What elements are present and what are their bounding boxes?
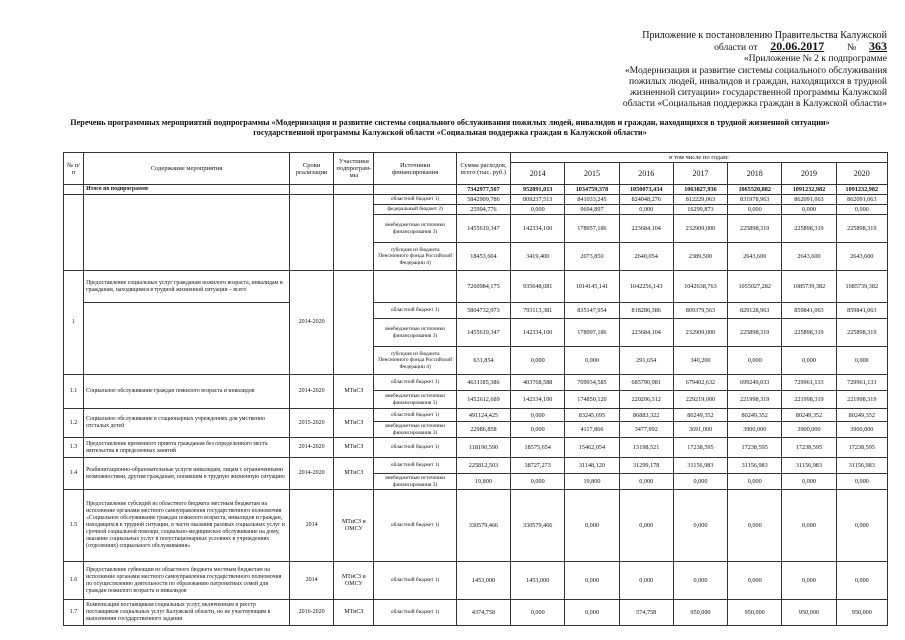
cell-year-value: 1065520,882 (728, 185, 782, 195)
table-body (64, 185, 888, 626)
cell-year-value: 1085739,382 (836, 271, 887, 303)
cell-year-value: 1063827,936 (673, 185, 727, 195)
cell-year-value: 685790,981 (619, 375, 673, 391)
cell-year-value: 729961,133 (836, 375, 887, 391)
cell-source: областной бюджет 1) (374, 600, 456, 626)
cell-year-value: 0,000 (728, 562, 782, 600)
cell-num: 1.2 (64, 409, 84, 438)
cell-year-value: 1034759,378 (565, 185, 619, 195)
col-header-by-years: в том числе по годам: (511, 153, 888, 163)
cell-year-value: 174850,120 (565, 391, 619, 409)
cell-term: 2014-2020 (290, 458, 334, 490)
table-row (64, 195, 888, 205)
cell-year-value: 835147,954 (565, 303, 619, 319)
cell-year-value: 17238,595 (673, 438, 727, 458)
cell-total: 4631185,386 (456, 375, 510, 391)
cell-year-value: 142334,100 (511, 391, 565, 409)
cell-year-value: 223684,104 (619, 319, 673, 347)
cell-year-value: 950,000 (836, 600, 887, 626)
cell-year-value: 0,000 (565, 600, 619, 626)
cell-year-value: 80249,352 (673, 409, 727, 422)
cell-num: 1.3 (64, 438, 84, 458)
cell-year-value: 0,000 (565, 490, 619, 562)
cell-source: внебюджетные источники финансирования 3) (374, 391, 456, 409)
cell-year-value: 2643,600 (782, 243, 836, 271)
cell-year-value: 291,654 (619, 347, 673, 375)
cell-source: областной бюджет 1) (374, 303, 456, 319)
cell-year-value: 221998,319 (782, 391, 836, 409)
col-header-num: № п/п (64, 153, 84, 185)
cell-participant (334, 195, 374, 271)
table-row (64, 375, 888, 391)
cell-total: 1455619,347 (456, 319, 510, 347)
cell-year-value: 1085739,382 (782, 271, 836, 303)
cell-year-value: 340,200 (673, 347, 727, 375)
cell-year-value: 0,000 (836, 490, 887, 562)
cell-year-value: 2643,600 (728, 243, 782, 271)
cell-term: 2014-2020 (290, 375, 334, 409)
cell-year-value: 223684,104 (619, 215, 673, 243)
cell-year-value: 0,000 (511, 600, 565, 626)
cell-year-value: 142334,100 (511, 319, 565, 347)
cell-year-value: 31148,120 (565, 458, 619, 474)
cell-total: 1455619,347 (456, 215, 510, 243)
cell-name: Компенсация поставщикам социальных услуг, включенным в реестр поставщиков социальных услуг Калужской области, но не участвующим в выполнении государственного задания (84, 600, 290, 626)
cell-total: 4374,758 (456, 600, 510, 626)
cell-year-value: 0,000 (673, 474, 727, 490)
header-line-6: жизненной ситуации» государственной программы Калужской (630, 87, 887, 99)
cell-year-value: 19,800 (565, 474, 619, 490)
cell-year-value: 2643,600 (836, 243, 887, 271)
cell-year-value: 709934,585 (565, 375, 619, 391)
cell-year-value: 0,000 (511, 347, 565, 375)
cell-total: 5842909,786 (456, 195, 510, 205)
cell-year-value: 3477,992 (619, 422, 673, 438)
cell-year-value: 80249,352 (728, 409, 782, 422)
cell-source: субсидия из бюджета Пенсионного фонда Российской Федерации 4) (374, 243, 456, 271)
cell-term: 2016-2020 (290, 600, 334, 626)
cell-year-value: 862091,063 (782, 195, 836, 205)
cell-total: 7260984,175 (456, 271, 510, 303)
cell-term: 2014 (290, 562, 334, 600)
cell-total: 22986,858 (456, 422, 510, 438)
cell-year-value: 0,000 (782, 562, 836, 600)
col-header-year: 2014 (511, 163, 565, 185)
cell-participant (334, 271, 374, 375)
col-header-year: 2018 (728, 163, 782, 185)
cell-source: областной бюджет 1) (374, 195, 456, 205)
cell-source: областной бюджет 1) (374, 562, 456, 600)
cell-year-value: 18575,654 (511, 438, 565, 458)
cell-year-value: 859841,063 (836, 303, 887, 319)
cell-year-value: 0,000 (511, 205, 565, 215)
cell-name: Социальное обслуживание граждан пожилого возраста и инвалидов (84, 375, 290, 409)
col-header-total: Сумма расходов, всего (тыс. руб.) (456, 153, 510, 185)
cell-year-value: 0,000 (619, 490, 673, 562)
cell-year-value: 0,000 (673, 490, 727, 562)
table-row (64, 409, 888, 422)
cell-total: 118190,590 (456, 438, 510, 458)
cell-name: Предоставление временного приюта гражданам без определенного места жительства в определенных занятий (84, 438, 290, 458)
header-line-1: Приложение к постановлению Правительства Калужской (642, 30, 887, 41)
cell-term (290, 185, 334, 195)
cell-name: Социальное обслуживание в стационарных учреждениях для умственно отсталых детей (84, 409, 290, 438)
cell-year-value: 3900,000 (782, 422, 836, 438)
cell-num: 1 (64, 271, 84, 375)
cell-year-value: 950,000 (782, 600, 836, 626)
cell-name (84, 303, 290, 375)
cell-year-value: 862091,063 (836, 195, 887, 205)
cell-year-value: 1091232,982 (782, 185, 836, 195)
cell-source: субсидия из бюджета Пенсионного фонда Российской Федерации 4) (374, 347, 456, 375)
cell-year-value: 1042256,143 (619, 271, 673, 303)
cell-year-value: 229219,000 (673, 391, 727, 409)
cell-source: внебюджетные источники финансирования 3) (374, 319, 456, 347)
cell-year-value: 1014145,141 (565, 271, 619, 303)
cell-year-value: 1055027,282 (728, 271, 782, 303)
cell-year-value: 0,000 (728, 347, 782, 375)
cell-year-value: 0,000 (728, 490, 782, 562)
title-line-2: государственной программы Калужской области «Социальная поддержка граждан в Калужской области» (253, 128, 647, 137)
cell-year-value: 86883,322 (619, 409, 673, 422)
col-header-participant: Участники подпрограм-мы (334, 153, 374, 185)
cell-year-value: 1042638,763 (673, 271, 727, 303)
cell-participant: МТиСЗ (334, 600, 374, 626)
cell-year-value: 220206,312 (619, 391, 673, 409)
cell-year-value: 574,758 (619, 600, 673, 626)
cell-year-value: 16299,873 (673, 205, 727, 215)
title-line-1: Перечень программных мероприятий подпрограммы «Модернизация и развитие системы социального обслуживания пожилых людей, инвалидов и граждан, находящихся в трудной жизненной ситуации» (70, 118, 830, 127)
cell-name: Предоставление социальных услуг гражданам пожилого возраста, инвалидам и гражданам, находящимся в трудной жизненной ситуации – всего (84, 271, 290, 303)
cell-total: 225812,503 (456, 458, 510, 474)
cell-year-value: 221998,319 (836, 391, 887, 409)
cell-year-value: 0,000 (673, 562, 727, 600)
cell-year-value: 83245,695 (565, 409, 619, 422)
cell-year-value: 3900,000 (836, 422, 887, 438)
cell-year-value: 225898,319 (836, 319, 887, 347)
cell-name: Реабилитационно-образовательные услуги инвалидам, лицам с ограниченными возможностями, другим гражданам, попавшим в трудную жизненную ситуацию (84, 458, 290, 490)
cell-year-value: 2389,500 (673, 243, 727, 271)
cell-year-value: 0,000 (619, 562, 673, 600)
cell-year-value: 15462,054 (565, 438, 619, 458)
cell-year-value: 4117,866 (565, 422, 619, 438)
cell-term: 2014-2020 (290, 438, 334, 458)
header-number: 363 (869, 39, 887, 54)
cell-year-value: 142334,100 (511, 215, 565, 243)
cell-total: 19,800 (456, 474, 510, 490)
cell-num (64, 195, 84, 271)
cell-year-value: 232909,000 (673, 319, 727, 347)
cell-num: 1.6 (64, 562, 84, 600)
cell-participant: МТиСЗ и ОМСУ (334, 490, 374, 562)
table-row (64, 490, 888, 562)
cell-year-value: 178997,186 (565, 319, 619, 347)
cell-year-value: 2073,850 (565, 243, 619, 271)
cell-year-value: 0,000 (836, 562, 887, 600)
cell-source: областной бюджет 1) (374, 490, 456, 562)
cell-year-value: 0,000 (836, 205, 887, 215)
cell-year-value: 17238,595 (782, 438, 836, 458)
table-row (64, 303, 888, 319)
col-header-term: Сроки реализации (290, 153, 334, 185)
cell-year-value: 793113,381 (511, 303, 565, 319)
cell-year-value: 831978,963 (728, 195, 782, 205)
cell-year-value: 80249,352 (782, 409, 836, 422)
document-header (587, 30, 887, 109)
table-row (64, 562, 888, 600)
table-row (64, 438, 888, 458)
cell-year-value: 31156,983 (782, 458, 836, 474)
cell-year-value: 225898,319 (782, 215, 836, 243)
cell-source (374, 271, 456, 303)
cell-year-value: 0,000 (565, 347, 619, 375)
cell-year-value: 809237,513 (511, 195, 565, 205)
cell-year-value: 225898,319 (782, 319, 836, 347)
cell-name: Предоставление субсидий из областного бюджета местным бюджетам на исполнение органами местного самоуправления государственного полномочия «Социальное обслуживание граждан пожилого возраста, инвалидов и граждан, находящихся в трудной ситуации, в части оказания разовых социальных услуг и срочной социальной помощи, социально-медицинское обслуживание на дому, оказание социальных услуг в полустационарных условиях в учреждениях (отделениях) социального обслуживания» (84, 490, 290, 562)
table-row (64, 185, 888, 195)
cell-source: внебюджетные источники финансирования 3) (374, 215, 456, 243)
cell-year-value: 0,000 (619, 205, 673, 215)
col-header-content: Содержание мероприятия (84, 153, 290, 185)
cell-name (84, 195, 290, 271)
cell-year-value: 3419,400 (511, 243, 565, 271)
cell-year-value: 0,000 (836, 347, 887, 375)
cell-year-value: 812229,063 (673, 195, 727, 205)
cell-year-value: 0,000 (782, 490, 836, 562)
header-line-5: пожилых людей, инвалидов и граждан, находящихся в трудной (629, 75, 887, 87)
cell-participant: МТиСЗ (334, 409, 374, 438)
cell-term: 2014 (290, 490, 334, 562)
cell-total: 1452612,689 (456, 391, 510, 409)
col-header-source: Источники финансирования (374, 153, 456, 185)
cell-year-value: 699249,033 (728, 375, 782, 391)
cell-year-value: 80249,352 (836, 409, 887, 422)
program-activities-table (63, 152, 888, 626)
header-number-sign: № (847, 42, 857, 54)
header-line-2 (587, 41, 887, 53)
cell-year-value: 225898,319 (728, 319, 782, 347)
cell-num: 1.1 (64, 375, 84, 409)
cell-year-value: 0,000 (782, 474, 836, 490)
cell-total: 491124,425 (456, 409, 510, 422)
cell-year-value: 31299,178 (619, 458, 673, 474)
cell-year-value: 952091,013 (511, 185, 565, 195)
cell-year-value: 3900,000 (728, 422, 782, 438)
cell-year-value: 2640,054 (619, 243, 673, 271)
cell-participant: МТиСЗ (334, 458, 374, 490)
cell-year-value: 31156,983 (728, 458, 782, 474)
cell-year-value: 859841,063 (782, 303, 836, 319)
cell-year-value: 841033,245 (565, 195, 619, 205)
col-header-year: 2016 (619, 163, 673, 185)
cell-year-value: 9694,897 (565, 205, 619, 215)
cell-total: 631,854 (456, 347, 510, 375)
cell-year-value: 1050073,434 (619, 185, 673, 195)
cell-participant: МТиСЗ (334, 375, 374, 409)
cell-year-value: 232909,000 (673, 215, 727, 243)
cell-year-value: 824048,276 (619, 195, 673, 205)
cell-year-value: 31156,983 (836, 458, 887, 474)
cell-year-value: 15198,521 (619, 438, 673, 458)
cell-source: областной бюджет 1) (374, 438, 456, 458)
cell-year-value: 0,000 (728, 474, 782, 490)
cell-year-value: 935648,081 (511, 271, 565, 303)
cell-participant (334, 185, 374, 195)
cell-year-value: 17238,595 (836, 438, 887, 458)
cell-year-value: 679402,632 (673, 375, 727, 391)
cell-source: внебюджетные источники финансирования 3) (374, 422, 456, 438)
header-region-prefix: области от (714, 42, 758, 54)
cell-term: 2014-2020 (290, 271, 334, 375)
cell-source: областной бюджет 1) (374, 458, 456, 474)
cell-total: 7342977,507 (456, 185, 510, 195)
cell-year-value: 0,000 (782, 205, 836, 215)
cell-year-value: 17238,595 (728, 438, 782, 458)
cell-year-value: 729961,133 (782, 375, 836, 391)
cell-year-value: 31156,983 (673, 458, 727, 474)
cell-year-value: 38727,273 (511, 458, 565, 474)
cell-year-value: 225898,319 (836, 215, 887, 243)
header-line-7: области «Социальная поддержка граждан в Калужской области» (622, 98, 887, 110)
header-line-4: «Модернизация и развитие системы социального обслуживания (624, 64, 887, 76)
cell-year-value: 809379,563 (673, 303, 727, 319)
cell-total: 5804732,973 (456, 303, 510, 319)
col-header-year: 2019 (782, 163, 836, 185)
cell-year-value: 1453,000 (511, 562, 565, 600)
cell-num: 1.7 (64, 600, 84, 626)
table-row (64, 458, 888, 474)
cell-total: 25994,776 (456, 205, 510, 215)
cell-total: 18453,604 (456, 243, 510, 271)
header-date: 20.06.2017 (770, 39, 825, 54)
cell-year-value: 0,000 (511, 409, 565, 422)
cell-term: 2015-2020 (290, 409, 334, 438)
cell-term (290, 195, 334, 271)
cell-year-value: 950,000 (728, 600, 782, 626)
table-row (64, 271, 888, 303)
col-header-year: 2017 (673, 163, 727, 185)
cell-year-value: 330579,466 (511, 490, 565, 562)
cell-source: внебюджетные источники финансирования 3) (374, 474, 456, 490)
table-row (64, 600, 888, 626)
cell-year-value: 221998,319 (728, 391, 782, 409)
cell-year-value: 0,000 (836, 474, 887, 490)
cell-num: 1.5 (64, 490, 84, 562)
col-header-year: 2015 (565, 163, 619, 185)
cell-num (64, 185, 84, 195)
cell-source (374, 185, 456, 195)
cell-name: Предоставление субвенции из областного бюджета местным бюджетам на исполнение органами местного самоуправления государственного полномочия по осуществлению деятельности по образованию патронатных семей для граждан пожилого возраста и инвалидов (84, 562, 290, 600)
cell-year-value: 0,000 (619, 474, 673, 490)
cell-total: 1453,000 (456, 562, 510, 600)
cell-source: областной бюджет 1) (374, 409, 456, 422)
document-title (70, 118, 830, 138)
cell-source: областной бюджет 1) (374, 375, 456, 391)
cell-participant: МТиСЗ и ОМСУ (334, 562, 374, 600)
cell-year-value: 829128,963 (728, 303, 782, 319)
cell-num: 1.4 (64, 458, 84, 490)
cell-source: федеральный бюджет 2) (374, 205, 456, 215)
cell-year-value: 1091232,982 (836, 185, 887, 195)
cell-name: Итого по подпрограмме (84, 185, 290, 195)
header-line-3: «Приложение № 2 к подпрограмме (743, 53, 887, 65)
cell-year-value: 0,000 (565, 562, 619, 600)
cell-participant: МТиСЗ (334, 438, 374, 458)
cell-year-value: 0,000 (511, 474, 565, 490)
cell-year-value: 225898,319 (728, 215, 782, 243)
col-header-year: 2020 (836, 163, 887, 185)
cell-year-value: 0,000 (511, 422, 565, 438)
cell-year-value: 0,000 (728, 205, 782, 215)
cell-year-value: 818286,386 (619, 303, 673, 319)
cell-total: 330579,466 (456, 490, 510, 562)
cell-year-value: 178957,186 (565, 215, 619, 243)
cell-year-value: 0,000 (782, 347, 836, 375)
cell-year-value: 950,000 (673, 600, 727, 626)
cell-year-value: 403768,588 (511, 375, 565, 391)
cell-year-value: 3691,000 (673, 422, 727, 438)
